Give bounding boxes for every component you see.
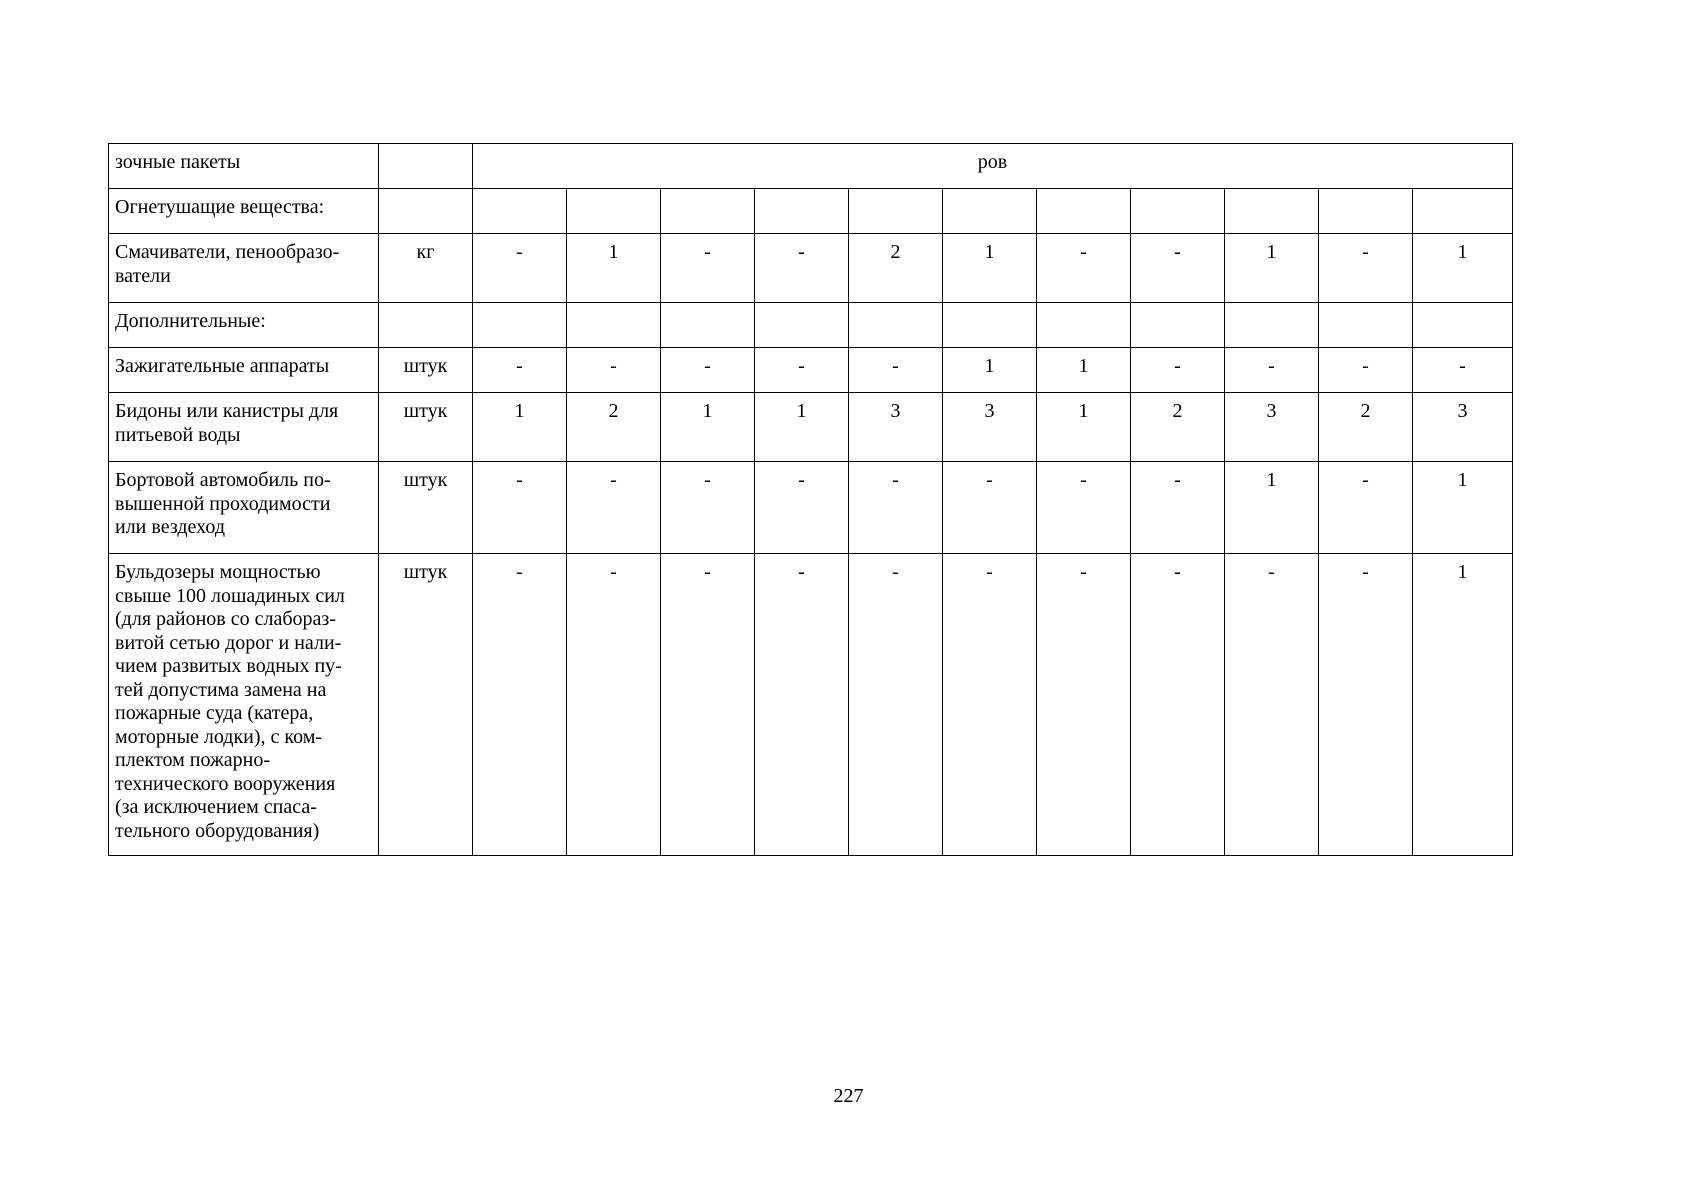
value-cell bbox=[661, 189, 755, 234]
value-cell: 1 bbox=[1413, 554, 1513, 856]
unit-cell bbox=[379, 144, 473, 189]
value-cell bbox=[1225, 189, 1319, 234]
value-cell: - bbox=[1037, 554, 1131, 856]
table-row bbox=[109, 144, 1513, 189]
value-cell bbox=[943, 189, 1037, 234]
value-cell: - bbox=[1319, 234, 1413, 303]
value-cell bbox=[1037, 189, 1131, 234]
value-cell: - bbox=[661, 234, 755, 303]
value-cell bbox=[1413, 189, 1513, 234]
value-cell bbox=[1413, 303, 1513, 348]
value-cell: - bbox=[755, 462, 849, 554]
value-cell bbox=[849, 189, 943, 234]
value-cell: 1 bbox=[943, 348, 1037, 393]
unit-cell: штук bbox=[379, 554, 473, 856]
value-cell: - bbox=[1413, 348, 1513, 393]
value-cell: - bbox=[1131, 348, 1225, 393]
value-cell: - bbox=[943, 462, 1037, 554]
value-cell: - bbox=[1037, 462, 1131, 554]
value-cell: 1 bbox=[567, 234, 661, 303]
value-cell: - bbox=[1131, 234, 1225, 303]
table-row bbox=[109, 554, 1513, 856]
value-cell: 2 bbox=[1319, 393, 1413, 462]
table-row bbox=[109, 303, 1513, 348]
value-cell: 3 bbox=[1225, 393, 1319, 462]
value-cell: 3 bbox=[849, 393, 943, 462]
value-cell bbox=[1131, 189, 1225, 234]
value-cell bbox=[849, 303, 943, 348]
value-cell: 1 bbox=[661, 393, 755, 462]
value-cell: - bbox=[1319, 462, 1413, 554]
value-cell: - bbox=[1037, 234, 1131, 303]
value-cell bbox=[1037, 303, 1131, 348]
value-cell: 1 bbox=[1413, 462, 1513, 554]
row-name-cell: Бидоны или канистры для питьевой воды bbox=[109, 393, 379, 462]
value-cell bbox=[473, 303, 567, 348]
row-name-cell: Бульдозеры мощностью свыше 100 лошадиных сил (для районов со слабораз- витой сетью дорог и нали- чием развитых водных пу- тей допустима замена на пожарные суда (катера, моторные лодки), с ком- плектом пожарно- технического вооружения (за исключением спаса- тельного оборудования) bbox=[109, 554, 379, 856]
value-cell bbox=[567, 303, 661, 348]
value-cell: - bbox=[755, 554, 849, 856]
value-cell: - bbox=[943, 554, 1037, 856]
value-cell: - bbox=[567, 462, 661, 554]
value-cell: - bbox=[661, 348, 755, 393]
row-name-cell: Бортовой автомобиль по- вышенной проходимости или вездеход bbox=[109, 462, 379, 554]
value-cell: - bbox=[473, 234, 567, 303]
value-cell: - bbox=[1131, 462, 1225, 554]
value-cell: - bbox=[1319, 348, 1413, 393]
row-name-cell: Смачиватели, пенообразо- ватели bbox=[109, 234, 379, 303]
value-cell: - bbox=[1319, 554, 1413, 856]
value-cell: - bbox=[1225, 348, 1319, 393]
page-number: 227 bbox=[833, 1085, 864, 1107]
value-cell bbox=[1131, 303, 1225, 348]
value-cell: 1 bbox=[943, 234, 1037, 303]
value-cell: - bbox=[661, 554, 755, 856]
value-cell bbox=[1319, 189, 1413, 234]
value-cell: 1 bbox=[473, 393, 567, 462]
unit-cell: кг bbox=[379, 234, 473, 303]
unit-cell bbox=[379, 303, 473, 348]
equipment-table bbox=[108, 143, 1513, 856]
value-cell: 2 bbox=[849, 234, 943, 303]
value-cell: - bbox=[1225, 554, 1319, 856]
value-cell: - bbox=[849, 462, 943, 554]
table-row bbox=[109, 462, 1513, 554]
unit-cell bbox=[379, 189, 473, 234]
value-cell bbox=[567, 189, 661, 234]
table-row bbox=[109, 348, 1513, 393]
value-cell: 2 bbox=[567, 393, 661, 462]
unit-cell: штук bbox=[379, 462, 473, 554]
value-cell: - bbox=[473, 462, 567, 554]
value-cell: 3 bbox=[943, 393, 1037, 462]
row-name-cell: зочные пакеты bbox=[109, 144, 379, 189]
value-cell: - bbox=[567, 554, 661, 856]
value-cell bbox=[473, 189, 567, 234]
value-cell: 3 bbox=[1413, 393, 1513, 462]
value-cell: - bbox=[755, 234, 849, 303]
unit-cell: штук bbox=[379, 348, 473, 393]
value-cell: 1 bbox=[1225, 234, 1319, 303]
value-cell bbox=[661, 303, 755, 348]
value-cell bbox=[755, 303, 849, 348]
value-cell bbox=[943, 303, 1037, 348]
value-cell bbox=[1319, 303, 1413, 348]
value-cell: - bbox=[661, 462, 755, 554]
unit-cell: штук bbox=[379, 393, 473, 462]
value-cell bbox=[1225, 303, 1319, 348]
value-cell: 2 bbox=[1131, 393, 1225, 462]
value-cell: - bbox=[849, 348, 943, 393]
row-name-cell: Зажигательные аппараты bbox=[109, 348, 379, 393]
value-cell: - bbox=[1131, 554, 1225, 856]
row-name-cell: Огнетушащие вещества: bbox=[109, 189, 379, 234]
value-cell: 1 bbox=[1225, 462, 1319, 554]
value-cell: 1 bbox=[1037, 393, 1131, 462]
value-cell: 1 bbox=[755, 393, 849, 462]
value-cell: - bbox=[473, 554, 567, 856]
value-cell bbox=[755, 189, 849, 234]
value-cell: - bbox=[849, 554, 943, 856]
value-cell: - bbox=[473, 348, 567, 393]
value-cell: - bbox=[567, 348, 661, 393]
table-row bbox=[109, 393, 1513, 462]
table-row bbox=[109, 234, 1513, 303]
table-body bbox=[109, 144, 1513, 856]
value-cell: 1 bbox=[1413, 234, 1513, 303]
row-name-cell: Дополнительные: bbox=[109, 303, 379, 348]
value-cell: 1 bbox=[1037, 348, 1131, 393]
merged-value-cell: ров bbox=[473, 144, 1513, 189]
table-row bbox=[109, 189, 1513, 234]
value-cell: - bbox=[755, 348, 849, 393]
